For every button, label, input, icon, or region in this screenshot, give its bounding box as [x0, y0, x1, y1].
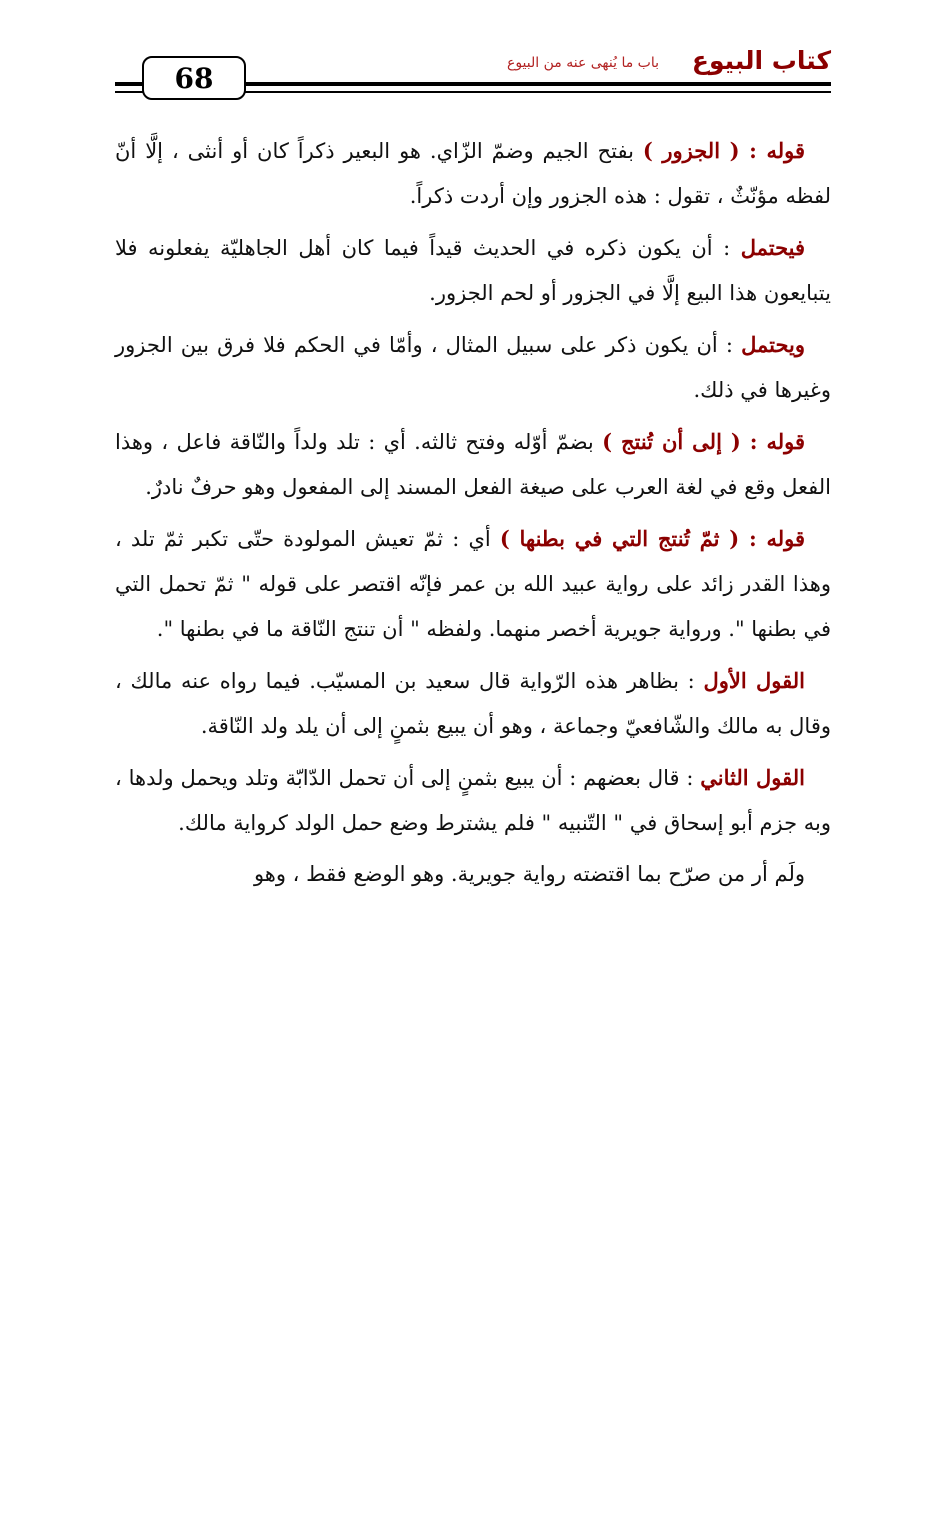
page-number-box — [142, 56, 246, 100]
paragraph-text: أي : ثمّ تعيش المولودة حتّى تكبر ثمّ تلد ، وهذا القدر زائد على رواية عبيد الله بن عمر فإنّه اقتصر على قوله " ثمّ تحمل التي في بطنها ". ورواية جويرية أخصر منهما. ولفظه " أن تنتج النّاقة ما في بطنها ". — [115, 527, 831, 641]
main-text — [115, 128, 831, 903]
paragraph-text: : أن يكون ذكر على سبيل المثال ، وأمّا في الحكم فلا فرق بين الجزور وغيرها في ذلك. — [115, 333, 831, 402]
paragraph-label: قوله : ( إلى أن تُنتج ) — [602, 429, 805, 454]
paragraph-first-opinion — [115, 658, 831, 749]
paragraph-second-opinion — [115, 755, 831, 846]
paragraph-label: القول الأول — [703, 668, 805, 693]
paragraph-text: : بظاهر هذه الرّواية قال سعيد بن المسيّب. فيما رواه عنه مالك ، وقال به مالك والشّافعيّ وجماعة ، وهو أن يبيع بثمنٍ إلى أن يلد ولد النّاقة. — [115, 669, 831, 738]
paragraph-text: بفتح الجيم وضمّ الزّاي. هو البعير ذكراً كان أو أنثى ، إلَّا أنّ لفظه مؤنّثٌ ، تقول : هذه الجزور وإن أردت ذكراً. — [115, 139, 831, 208]
paragraph-yahtamil-2 — [115, 322, 831, 413]
paragraph-label: قوله : ( ثمّ تُنتج التي في بطنها ) — [499, 526, 805, 551]
paragraph-continuation — [115, 852, 831, 897]
paragraph-tuntaj — [115, 419, 831, 510]
paragraph-text: : قال بعضهم : أن يبيع بثمنٍ إلى أن تحمل الدّابّة وتلد ويحمل ولدها ، وبه جزم أبو إسحاق في " التّنبيه " فلم يشترط وضع حمل الولد كرواية مالك. — [115, 766, 831, 835]
paragraph-yahtamil-1 — [115, 225, 831, 316]
paragraph-thumma-tuntaj — [115, 516, 831, 652]
paragraph-label: قوله : ( الجزور ) — [642, 138, 806, 163]
paragraph-text: بضمّ أوّله وفتح ثالثه. أي : تلد ولداً والنّاقة فاعل ، وهذا الفعل وقع في لغة العرب على صيغة الفعل المسند إلى المفعول وهو حرفٌ نادرٌ. — [115, 430, 831, 499]
paragraph-label: فيحتمل — [740, 235, 805, 260]
paragraph-text: : أن يكون ذكره في الحديث قيداً فيما كان أهل الجاهليّة يفعلونه فلا يتبايعون هذا البيع إلَّا في الجزور أو لحم الجزور. — [115, 236, 831, 305]
paragraph-jazur — [115, 128, 831, 219]
chapter-title: باب ما يُنهى عنه من البيوع — [506, 55, 659, 71]
paragraph-text: ولَم أر من صرّح بما اقتضته رواية جويرية. وهو الوضع فقط ، وهو — [253, 862, 805, 886]
paragraph-label: القول الثاني — [700, 765, 806, 790]
page-header — [0, 0, 945, 110]
paragraph-label: ويحتمل — [741, 332, 805, 357]
book-title: كتاب البيوع — [691, 46, 831, 75]
page-number: 68 — [174, 61, 214, 95]
